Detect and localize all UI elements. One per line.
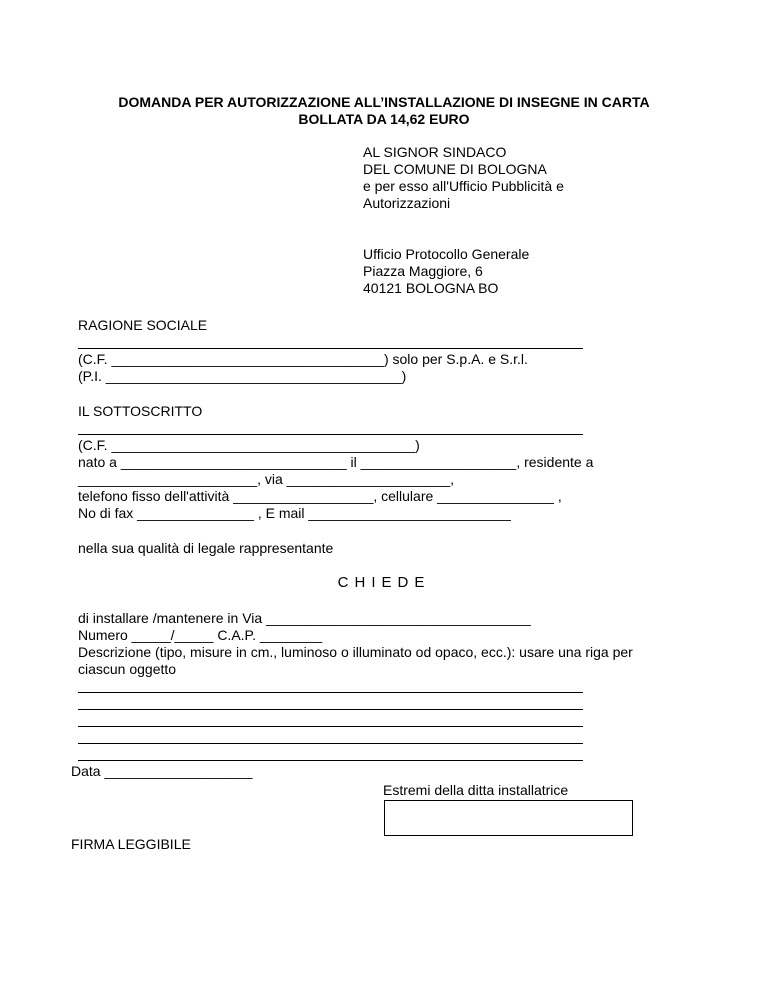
company-pi-field[interactable]: (P.I. ______________________________________) [78, 368, 407, 384]
office-line-2: Piazza Maggiore, 6 [363, 263, 483, 279]
office-block [363, 246, 529, 297]
install-street-field[interactable]: di installare /mantenere in Via __________________________________ [78, 610, 531, 626]
date-field[interactable]: Data ___________________ [71, 763, 253, 779]
office-line-3: 40121 BOLOGNA BO [363, 280, 499, 296]
document-title [60, 94, 708, 128]
request-heading: CHIEDE [337, 574, 431, 591]
description-line[interactable] [78, 743, 583, 744]
signatory-cf-field[interactable]: (C.F. _______________________________________) [78, 437, 420, 453]
signatory-label: IL SOTTOSCRITTO [78, 403, 203, 419]
residence-field[interactable]: _______________________, via _____________________, [78, 471, 455, 487]
description-label-2: ciascun oggetto [78, 661, 177, 677]
description-line[interactable] [78, 760, 583, 761]
recipient-line-3: e per esso all'Ufficio Pubblicità e [363, 178, 564, 194]
legal-role-text: nella sua qualità di legale rappresentante [78, 540, 334, 556]
installer-box[interactable] [384, 800, 633, 836]
installer-label: Estremi della ditta installatrice [383, 782, 569, 798]
company-cf-field[interactable]: (C.F. ___________________________________) solo per S.p.A. e S.r.l. [78, 351, 528, 367]
title-line-1: DOMANDA PER AUTORIZZAZIONE ALL’INSTALLAZIONE DI INSEGNE IN CARTA [118, 94, 650, 110]
birth-place-field[interactable]: nato a _____________________________ il ____________________, residente a [78, 454, 594, 470]
recipient-line-1: AL SIGNOR SINDACO [363, 144, 507, 160]
description-label-1: Descrizione (tipo, misure in cm., luminoso o illuminato od opaco, ecc.): usare una riga per [78, 644, 633, 660]
office-line-1: Ufficio Protocollo Generale [363, 246, 530, 262]
title-line-2: BOLLATA DA 14,62 EURO [298, 111, 470, 127]
phone-field[interactable]: telefono fisso dell'attività __________________, cellulare _______________ , [78, 488, 562, 504]
signatory-name-field[interactable] [78, 434, 583, 435]
number-cap-field[interactable]: Numero _____/_____ C.A.P. ________ [78, 627, 323, 643]
description-line[interactable] [78, 726, 583, 727]
fax-email-field[interactable]: No di fax _______________ , E mail __________________________ [78, 505, 511, 521]
recipient-line-4: Autorizzazioni [363, 195, 451, 211]
description-line[interactable] [78, 692, 583, 693]
company-name-field[interactable] [78, 348, 583, 349]
signature-label: FIRMA LEGGIBILE [71, 836, 191, 852]
recipient-block [363, 144, 564, 212]
description-line[interactable] [78, 709, 583, 710]
recipient-line-2: DEL COMUNE DI BOLOGNA [363, 161, 547, 177]
company-name-label: RAGIONE SOCIALE [78, 317, 208, 333]
